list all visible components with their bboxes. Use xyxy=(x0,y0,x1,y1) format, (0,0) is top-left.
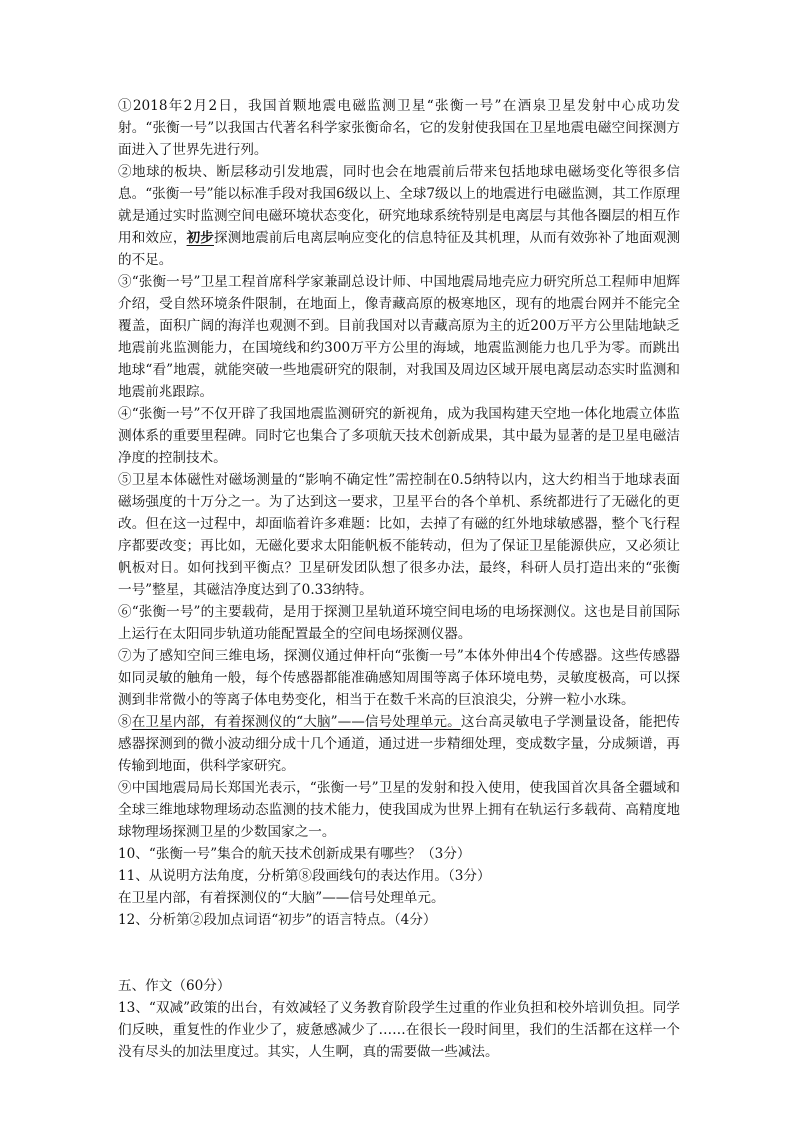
question-12: 12、分析第②段加点词语“初步”的语言特点。（4分） xyxy=(118,912,437,928)
paragraph-3: ③“张衡一号”卫星工程首席科学家兼副总设计师、中国地震局地壳应力研究所总工程师申旭辉介绍，受自然环境条件限制，在地面上，像青藏高原的极寒地区，现有的地震台网并不能完全覆盖，面积广阔的海洋也观测不到。目前我国对以青藏高原为主的近200万平方公里陆地缺乏地震前兆监测能力，在国境线和约300万平方公里的海域，地震监测能力也几乎为零。而跳出地球“看”地震，就能突破一些地震研究的限制，对我国及周边区域开展电离层动态实时监测和地震前兆跟踪。 xyxy=(118,274,680,400)
paragraph-7: ⑦为了感知空间三维电场，探测仪通过伸杆向“张衡一号”本体外伸出4个传感器。这些传感器如同灵敏的触角一般，每个传感器都能准确感知周围等离子体环境电势，灵敏度极高，可以探测到非常微小的等离子体电势变化，相当于在数千米高的巨浪浪尖，分辨一粒小水珠。 xyxy=(118,648,680,708)
question-10: 10、“张衡一号”集合的航天技术创新成果有哪些？（3分） xyxy=(118,846,471,862)
paragraph-2 xyxy=(118,161,680,271)
paragraph-8 xyxy=(118,711,680,777)
question-11: 11、从说明方法角度，分析第⑧段画线句的表达作用。（3分） xyxy=(118,868,491,884)
paragraph-8-text-after: 这台高灵敏电子学测量设备，能把传感器探测到的微小波动细分成十几个通道，通过进一步精细处理，变成数字量，分成频谱，再传输到地面，供科学家研究。 xyxy=(118,714,681,774)
dotted-word-chubu: 初步 xyxy=(186,230,214,246)
paragraph-8-number: ⑧ xyxy=(118,714,132,730)
exam-page xyxy=(118,95,680,1063)
paragraph-2-text-before: ②地球的板块、断层移动引发地震，同时也会在地震前后带来包括地球电磁场变化等很多信息。“张衡一号”能以标准手段对我国6级以上、全球7级以上的地震进行电磁监测，其工作原理就是通过实时监测空间电磁环境状态变化，研究地球系统特别是电离层与其他各圈层的相互作用和效应， xyxy=(118,164,680,246)
paragraph-2-text-after: 探测地震前后电离层响应变化的信息特征及其机理，从而有效弥补了地面观测的不足。 xyxy=(118,230,681,268)
section-spacer xyxy=(118,931,680,975)
essay-heading: 五、作文（60分） xyxy=(118,978,231,994)
paragraph-6: ⑥“张衡一号”的主要载荷，是用于探测卫星轨道环境空间电场的电场探测仪。这也是目前国际上运行在太阳同步轨道功能配置最全的空间电场探测仪器。 xyxy=(118,604,680,642)
paragraph-4: ④“张衡一号”不仅开辟了我国地震监测研究的新视角，成为我国构建天空地一体化地震立体监测体系的重要里程碑。同时它也集合了多项航天技术创新成果，其中最为显著的是卫星电磁洁净度的控制技术。 xyxy=(118,406,680,466)
underlined-sentence: 在卫星内部，有着探测仪的“大脑”——信号处理单元。 xyxy=(131,714,461,730)
paragraph-5: ⑤卫星本体磁性对磁场测量的“影响不确定性”需控制在0.5纳特以内，这大约相当于地球表面磁场强度的十万分之一。为了达到这一要求，卫星平台的各个单机、系统都进行了无磁化的更改。但在这一过程中，却面临着许多难题：比如，去掉了有磁的红外地球敏感器，整个飞行程序都要改变；再比如，无磁化要求太阳能帆板不能转动，但为了保证卫星能源供应，又必须让帆板对日。如何找到平衡点？卫星研发团队想了很多办法，最终，科研人员打造出来的“张衡一号”整星，其磁洁净度达到了0.33纳特。 xyxy=(118,472,680,598)
question-13: 13、“双减”政策的出台，有效减轻了义务教育阶段学生过重的作业负担和校外培训负担。同学们反映，重复性的作业少了，疲惫感减少了……在很长一段时间里，我们的生活都在这样一个没有尽头的加法里度过。其实，人生啊，真的需要做一些减法。 xyxy=(118,1000,680,1060)
question-11-quote: 在卫星内部，有着探测仪的“大脑”——信号处理单元。 xyxy=(118,890,445,906)
paragraph-9: ⑨中国地震局局长郑国光表示，“张衡一号”卫星的发射和投入使用，使我国首次具备全疆域和全球三维地球物理场动态监测的技术能力，使我国成为世界上拥有在轨运行多载荷、高精度地球物理场探测卫星的少数国家之一。 xyxy=(118,780,680,840)
paragraph-1: ①2018年2月2日，我国首颗地震电磁监测卫星“张衡一号”在酒泉卫星发射中心成功发射。“张衡一号”以我国古代著名科学家张衡命名，它的发射使我国在卫星地震电磁空间探测方面进入了世界先进行列。 xyxy=(118,98,680,158)
